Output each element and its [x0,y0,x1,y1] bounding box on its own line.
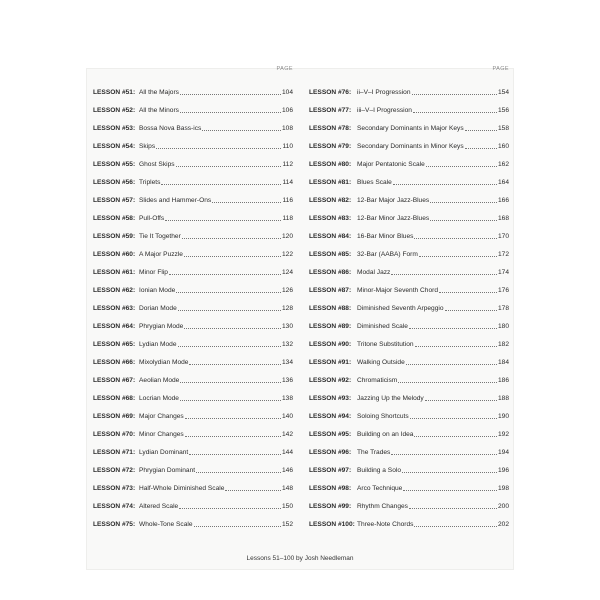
dot-leader [178,346,281,347]
page-number: 110 [282,143,293,150]
page-number: 108 [281,125,293,132]
page-number: 172 [497,251,509,258]
toc-entry [309,170,509,188]
dot-leader [414,526,497,527]
lesson-title: Pull-Offs [139,215,165,222]
page-number: 198 [497,485,509,492]
lesson-title: Mixolydian Mode [139,359,189,366]
dot-leader [398,382,497,383]
page-number: 116 [282,197,293,204]
dot-leader [406,364,497,365]
page-number: 174 [497,269,509,276]
page-number: 104 [281,89,293,96]
dot-leader [189,454,281,455]
toc-entry [93,206,293,224]
lesson-number: LESSON #67: [93,377,136,384]
page-number: 140 [281,413,293,420]
lesson-number: LESSON #71: [93,449,136,456]
toc-entry [309,332,509,350]
page-number: 134 [281,359,293,366]
dot-leader [180,112,281,113]
lesson-title: Triplets [139,179,161,186]
lesson-title: All the Minors [139,107,179,114]
lesson-number: LESSON #64: [93,323,136,330]
lesson-number: LESSON #94: [309,413,352,420]
lesson-title: Lydian Dominant [139,449,189,456]
page-number: 150 [281,503,293,510]
lesson-number: LESSON #99: [309,503,352,510]
lesson-number: LESSON #84: [309,233,352,240]
toc-entry [93,278,293,296]
dot-leader [403,490,497,491]
toc-entry [93,260,293,278]
lesson-number: LESSON #88: [309,305,352,312]
page-number: 194 [497,449,509,456]
lesson-title: Modal Jazz [357,269,391,276]
page-number: 118 [282,215,293,222]
lesson-title: Half-Whole Diminished Scale [139,485,225,492]
lesson-number: LESSON #77: [309,107,352,114]
lesson-title: A Major Puzzle [139,251,183,258]
page-number: 180 [497,323,509,330]
lesson-title: Phrygian Mode [139,323,184,330]
page-number: 158 [497,125,509,132]
dot-leader [465,148,497,149]
page-number: 126 [281,287,293,294]
toc-entry [309,296,509,314]
lesson-title: Arco Technique [357,485,403,492]
dot-leader [430,220,497,221]
page-number: 138 [281,395,293,402]
dot-leader [185,436,281,437]
page-number: 154 [497,89,509,96]
dot-leader [409,328,497,329]
lesson-number: LESSON #78: [309,125,352,132]
toc-entry [93,98,293,116]
lesson-number: LESSON #70: [93,431,136,438]
toc-entry [309,80,509,98]
page-number: 182 [497,341,509,348]
toc-entry [309,476,509,494]
lesson-number: LESSON #79: [309,143,352,150]
lesson-number: LESSON #90: [309,341,352,348]
lesson-number: LESSON #83: [309,215,352,222]
lesson-title: 16-Bar Minor Blues [357,233,414,240]
dot-leader [180,382,281,383]
toc-entry [309,404,509,422]
lesson-title: Major Pentatonic Scale [357,161,425,168]
lesson-title: Jazzing Up the Melody [357,395,424,402]
page-number: 196 [497,467,509,474]
toc-entry [309,116,509,134]
lesson-title: Diminished Scale [357,323,408,330]
toc-entry [309,278,509,296]
page-column-header: PAGE [276,66,293,72]
lesson-number: LESSON #82: [309,197,352,204]
toc-column-left [93,66,293,530]
toc-entry [93,80,293,98]
lesson-title: iii–V–I Progression [357,107,412,114]
dot-leader [445,310,497,311]
dot-leader [176,292,281,293]
lesson-number: LESSON #95: [309,431,352,438]
dot-leader [184,256,281,257]
lesson-number: LESSON #85: [309,251,352,258]
lesson-number: LESSON #54: [93,143,136,150]
lesson-number: LESSON #60: [93,251,136,258]
page-number: 186 [497,377,509,384]
toc-entry [309,314,509,332]
lesson-number: LESSON #69: [93,413,136,420]
page-number: 160 [497,143,509,150]
lesson-number: LESSON #52: [93,107,136,114]
lesson-title: Ionian Mode [139,287,176,294]
page-number: 128 [281,305,293,312]
toc-entry [309,188,509,206]
lesson-title: Soloing Shortcuts [357,413,409,420]
toc-entry [93,386,293,404]
lesson-number: LESSON #51: [93,89,136,96]
lesson-number: LESSON #72: [93,467,136,474]
lesson-number: LESSON #68: [93,395,136,402]
lesson-title: The Trades [357,449,391,456]
page-number: 132 [281,341,293,348]
toc-entry [93,404,293,422]
page-number: 162 [497,161,509,168]
lesson-number: LESSON #93: [309,395,352,402]
lesson-number: LESSON #75: [93,521,136,528]
dot-leader [185,418,281,419]
dot-leader [165,220,281,221]
lesson-title: Bossa Nova Bass-ics [139,125,202,132]
toc-entry [309,152,509,170]
toc-entry [309,98,509,116]
page-number: 170 [497,233,509,240]
dot-leader [413,112,497,113]
toc-entry [93,314,293,332]
dot-leader [184,328,281,329]
lesson-title: Three-Note Chords [357,521,414,528]
page-number: 200 [497,503,509,510]
page-number: 152 [281,521,293,528]
dot-leader [169,274,281,275]
dot-leader [180,94,281,95]
toc-entry [93,350,293,368]
toc-entry [93,242,293,260]
page-number: 130 [281,323,293,330]
dot-leader [391,274,497,275]
lesson-title: Skips [139,143,156,150]
toc-entry [309,206,509,224]
dot-leader [412,94,497,95]
lesson-title: Chromaticism [357,377,398,384]
page-number: 166 [497,197,509,204]
page-number: 178 [497,305,509,312]
toc-entry [309,440,509,458]
toc-column-right [309,66,509,530]
lesson-number: LESSON #87: [309,287,352,294]
lesson-number: LESSON #55: [93,161,136,168]
dot-leader [414,436,497,437]
lesson-number: LESSON #96: [309,449,352,456]
page-number: 188 [497,395,509,402]
toc-entry [93,494,293,512]
lesson-title: Locrian Mode [139,395,179,402]
dot-leader [426,166,497,167]
lesson-number: LESSON #100: [309,521,355,528]
dot-leader [196,472,281,473]
lesson-title: ii–V–I Progression [357,89,411,96]
dot-leader [425,400,497,401]
toc-entry [309,368,509,386]
lesson-number: LESSON #89: [309,323,352,330]
page-number: 106 [281,107,293,114]
page-number: 124 [281,269,293,276]
toc-entry [93,188,293,206]
toc-entry [93,458,293,476]
page-number: 164 [497,179,509,186]
lesson-title: Phrygian Dominant [139,467,196,474]
lesson-number: LESSON #58: [93,215,136,222]
lesson-number: LESSON #92: [309,377,352,384]
lesson-title: Tie It Together [139,233,181,240]
dot-leader [212,202,281,203]
lesson-number: LESSON #98: [309,485,352,492]
dot-leader [414,238,497,239]
toc-entry [93,224,293,242]
dot-leader [189,364,281,365]
lesson-number: LESSON #53: [93,125,136,132]
dot-leader [194,526,281,527]
dot-leader [225,490,281,491]
lesson-number: LESSON #80: [309,161,352,168]
lesson-number: LESSON #73: [93,485,136,492]
page-number: 168 [497,215,509,222]
lesson-title: Altered Scale [139,503,179,510]
lesson-number: LESSON #97: [309,467,352,474]
page-number: 146 [281,467,293,474]
page-number: 136 [281,377,293,384]
lesson-title: Building on an Idea [357,431,414,438]
lesson-title: Ghost Skips [139,161,175,168]
lesson-title: 12-Bar Major Jazz-Blues [357,197,430,204]
dot-leader [415,346,497,347]
lesson-title: Walking Outside [357,359,405,366]
lesson-title: Aeolian Mode [139,377,180,384]
toc-entry [309,386,509,404]
lesson-number: LESSON #86: [309,269,352,276]
lesson-number: LESSON #91: [309,359,352,366]
dot-leader [410,418,497,419]
page-number: 184 [497,359,509,366]
page-number: 190 [497,413,509,420]
lesson-title: Building a Solo [357,467,401,474]
lesson-title: Dorian Mode [139,305,177,312]
toc-entry [93,152,293,170]
toc-entry [93,134,293,152]
dot-leader [202,130,281,131]
lesson-title: Secondary Dominants in Minor Keys [357,143,464,150]
page-number: 142 [281,431,293,438]
lesson-title: Lydian Mode [139,341,177,348]
lesson-number: LESSON #76: [309,89,352,96]
toc-entry [93,296,293,314]
dot-leader [419,256,497,257]
lesson-title: 12-Bar Minor Jazz-Blues [357,215,430,222]
lesson-number: LESSON #56: [93,179,136,186]
toc-entry [93,332,293,350]
toc-entry [309,260,509,278]
dot-leader [409,508,497,509]
dot-leader [393,184,497,185]
lesson-title: Minor Flip [139,269,168,276]
page-number: 202 [497,521,509,528]
page-number: 122 [281,251,293,258]
dot-leader [402,472,497,473]
page-number: 120 [281,233,293,240]
dot-leader [178,310,281,311]
lesson-title: Tritone Substitution [357,341,414,348]
page-number: 144 [281,449,293,456]
dot-leader [161,184,281,185]
lesson-title: Secondary Dominants in Major Keys [357,125,464,132]
toc-entry [93,116,293,134]
toc-entry [309,494,509,512]
lesson-title: Minor-Major Seventh Chord [357,287,438,294]
toc-entry [309,224,509,242]
lesson-number: LESSON #63: [93,305,136,312]
lesson-title: 32-Bar (AABA) Form [357,251,418,258]
toc-entry [309,512,509,530]
toc-entry [93,368,293,386]
lesson-title: Major Changes [139,413,184,420]
toc-entry [93,440,293,458]
toc-entry [309,458,509,476]
page-number: 176 [497,287,509,294]
lesson-title: Diminished Seventh Arpeggio [357,305,444,312]
lesson-title: All the Majors [139,89,179,96]
dot-leader [391,454,497,455]
toc-entry [93,476,293,494]
dot-leader [182,238,281,239]
page-number: 156 [497,107,509,114]
lesson-number: LESSON #61: [93,269,136,276]
page-number: 192 [497,431,509,438]
dot-leader [430,202,497,203]
page-column-header: PAGE [492,66,509,72]
lesson-number: LESSON #59: [93,233,136,240]
dot-leader [465,130,497,131]
lesson-number: LESSON #66: [93,359,136,366]
lesson-title: Slides and Hammer-Ons [139,197,212,204]
dot-leader [176,166,282,167]
toc-entry [93,170,293,188]
lesson-number: LESSON #81: [309,179,352,186]
dot-leader [179,508,281,509]
lesson-title: Minor Changes [139,431,184,438]
lesson-number: LESSON #62: [93,287,136,294]
toc-entry [93,512,293,530]
dot-leader [180,400,281,401]
dot-leader [439,292,497,293]
toc-entry [309,422,509,440]
page-number: 112 [282,161,293,168]
page-number: 148 [281,485,293,492]
toc-entry [309,350,509,368]
page-number: 114 [282,179,293,186]
lesson-number: LESSON #65: [93,341,136,348]
lesson-number: LESSON #74: [93,503,136,510]
toc-entry [309,242,509,260]
toc-entry [93,422,293,440]
page-footer: Lessons 51–100 by Josh Needleman [246,555,354,562]
lesson-title: Whole-Tone Scale [139,521,193,528]
dot-leader [156,148,281,149]
toc-entry [309,134,509,152]
lesson-title: Rhythm Changes [357,503,408,510]
lesson-number: LESSON #57: [93,197,136,204]
lesson-title: Blues Scale [357,179,392,186]
